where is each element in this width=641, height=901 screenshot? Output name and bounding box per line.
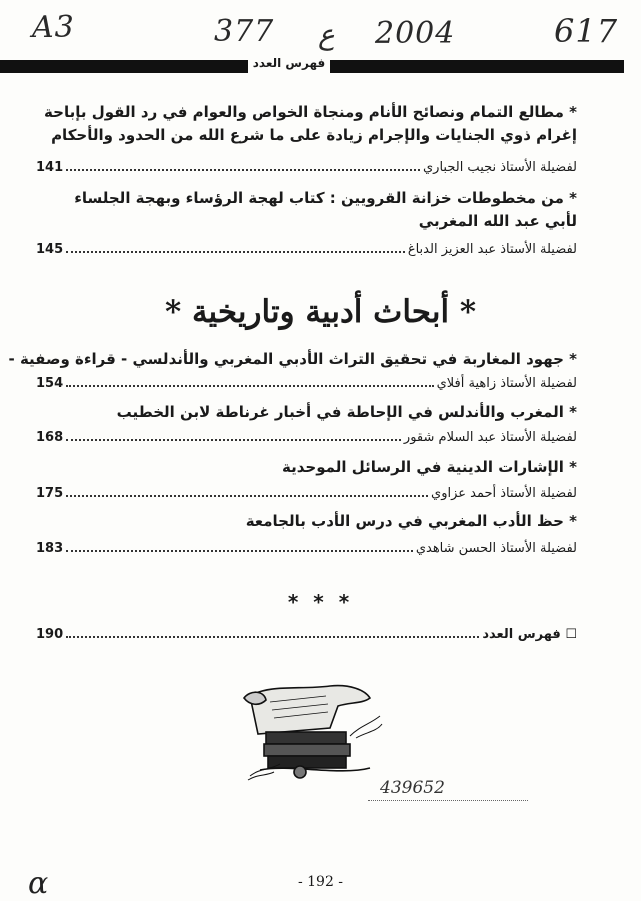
- entry-title-line: * الإشارات الدينية في الرسائل الموحدية: [282, 458, 577, 476]
- section-heading: * أبحاث أدبية وتاريخية *: [164, 294, 477, 330]
- entry-page-number: 183: [36, 541, 64, 556]
- toc-entry-line[interactable]: [36, 237, 577, 257]
- entry-page-number: 168: [36, 430, 64, 445]
- dot-leader: [66, 494, 428, 497]
- entry-title-line: * مطالع التمام ونصائح الأنام ومنجاة الخواص والعوام في رد القول بإباحة: [44, 103, 577, 121]
- entry-author: لفضيلة الأستاذ زاهية أفلاي: [436, 376, 577, 391]
- entry-title-line: * حظ الأدب المغربي في درس الأدب بالجامعة: [245, 512, 577, 530]
- handwritten-tag: A3: [32, 10, 75, 45]
- header-title: فهرس العدد: [252, 56, 326, 70]
- dot-leader: [66, 384, 433, 387]
- header-bar-left: [0, 60, 248, 73]
- entry-author: لفضيلة الأستاذ نجيب الجباري: [423, 160, 577, 175]
- handwritten-volume: 377: [214, 14, 275, 49]
- entry-title-line: * المغرب والأندلس في الإحاطة في أخبار غرناطة لابن الخطيب: [116, 403, 577, 421]
- index-entry-label: ☐ فهرس العدد: [482, 627, 577, 642]
- entry-author: لفضيلة الأستاذ الحسن شاهدي: [415, 541, 577, 556]
- dot-leader: [66, 250, 405, 253]
- toc-entry-line[interactable]: [36, 371, 577, 391]
- entry-page-number: 141: [36, 160, 64, 175]
- entry-title-line: * جهود المغاربة في تحقيق التراث الأدبي المغربي والأندلسي - قراءة وصفية -: [8, 350, 577, 368]
- separator-stars: * * *: [287, 590, 354, 614]
- entry-page-number: 190: [36, 627, 64, 642]
- dot-leader: [66, 438, 401, 441]
- handwritten-ain: ع: [318, 18, 335, 51]
- toc-entry-line[interactable]: [36, 425, 577, 445]
- toc-entry-line[interactable]: [36, 481, 577, 501]
- entry-author: لفضيلة الأستاذ عبد السلام شقور: [403, 430, 577, 445]
- handwritten-year: 2004: [375, 16, 456, 51]
- dot-leader: [66, 549, 413, 552]
- book-scroll-illustration: [230, 676, 390, 786]
- entry-author: لفضيلة الأستاذ أحمد عزاوي: [431, 486, 577, 501]
- page-number: - 192 -: [297, 874, 344, 890]
- stamp-underline: [368, 800, 528, 801]
- handwritten-page-ref: 617: [554, 12, 619, 50]
- dot-leader: [66, 635, 479, 638]
- dot-leader: [66, 168, 420, 171]
- stamp-number: 439652: [380, 778, 445, 798]
- entry-page-number: 175: [36, 486, 64, 501]
- entry-page-number: 145: [36, 242, 64, 257]
- margin-mark: α: [28, 866, 49, 901]
- toc-entry-line[interactable]: [36, 536, 577, 556]
- toc-entry-line[interactable]: [36, 155, 577, 175]
- entry-author: لفضيلة الأستاذ عبد العزيز الدباغ: [407, 242, 577, 257]
- header-bar-right: [330, 60, 624, 73]
- entry-title-line: لأبي عبد الله المغربي: [418, 212, 577, 230]
- entry-title-line: إغرام ذوي الجنايات والإجرام زيادة على ما شرع الله من الحدود والأحكام: [51, 126, 577, 144]
- toc-entry-line[interactable]: [36, 622, 577, 642]
- entry-title-line: * من مخطوطات خزانة القرويين : كتاب لهجة الرؤساء وبهجة الجلساء: [74, 189, 577, 207]
- entry-page-number: 154: [36, 376, 64, 391]
